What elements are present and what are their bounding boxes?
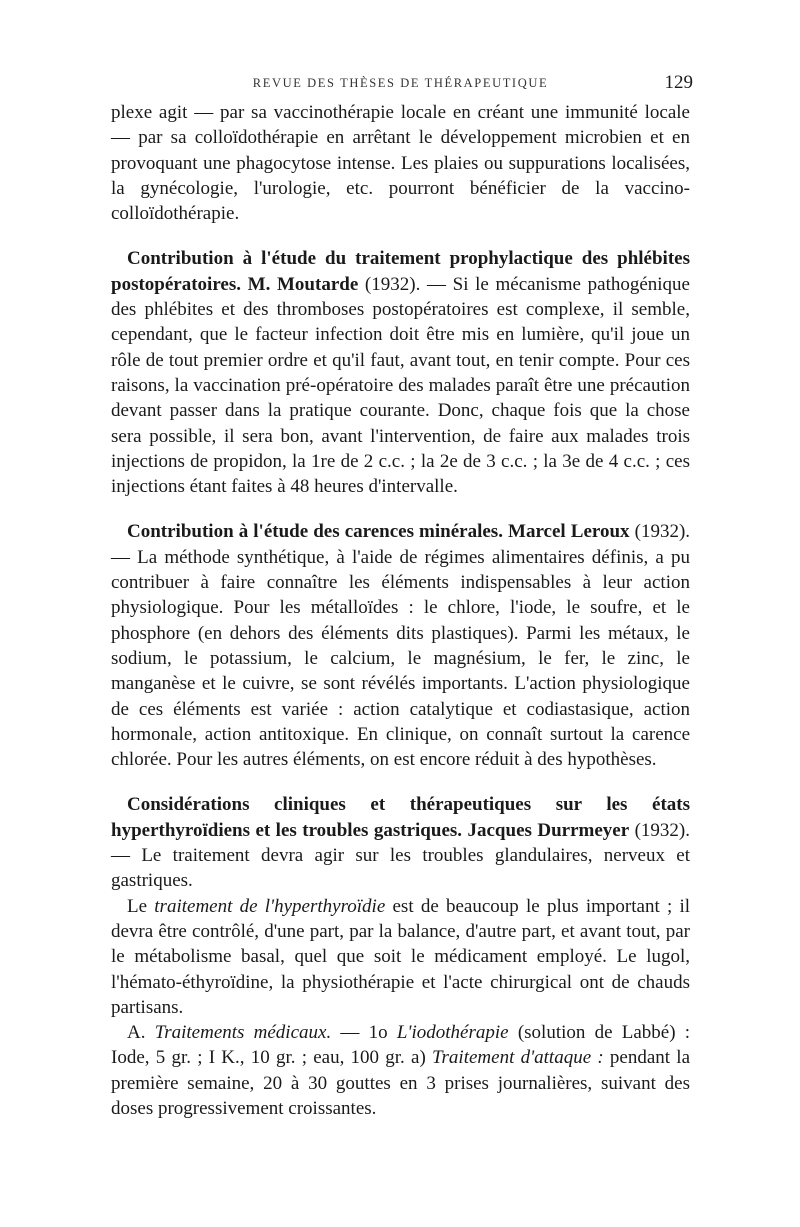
- italic-term: Traitement d'attaque :: [432, 1047, 604, 1069]
- page-header: [111, 72, 693, 100]
- intro-paragraph: plexe agit — par sa vaccinothérapie locale en créant une immunité locale — par sa colloïdothérapie en arrêtant le développement microbien et en provoquant une phagocytose intense. Les plaies ou suppurations localisées, la gynécologie, l'urologie, etc. pourront bénéficier de la vaccino-colloïdothérapie.: [111, 102, 690, 225]
- section-year: (1932).: [364, 273, 421, 295]
- text-run: pendant la première semaine, 20 à 30 gouttes en 3 prises journalières, suivant des doses progressivement croissantes.: [111, 1047, 691, 1119]
- section-author: M. Moutarde: [247, 273, 359, 295]
- section-year: (1932).: [634, 521, 691, 543]
- section-author: Marcel Leroux: [508, 521, 630, 543]
- paragraph-traitement-hyperthyroidie: [111, 894, 690, 1020]
- running-title: REVUE DES THÈSES DE THÉRAPEUTIQUE: [252, 76, 549, 90]
- paragraph-traitements-medicaux: [111, 1020, 690, 1121]
- section-carences: [111, 519, 690, 772]
- text-run: — 1o: [340, 1022, 388, 1044]
- italic-term: traitement de l'hyperthyroïdie: [154, 895, 386, 917]
- page-number: 129: [664, 72, 693, 93]
- italic-term: Traitements médicaux.: [154, 1022, 332, 1044]
- section-phlebites: [111, 246, 690, 499]
- section-body: — La méthode synthétique, à l'aide de régimes alimentaires définis, a pu contribuer à faire connaître les éléments indispensables à leur action physiologique. Pour les métalloïdes : le chlore, l'iode, le soufre, et le phosphore (en dehors des éléments dits plastiques). Parmi les métaux, le sodium, le potassium, le calcium, le magnésium, le fer, le zinc, le manganèse et le cuivre, se sont révélés importants. L'action physiologique de ces éléments est variée : action catalytique et codiastasique, action hormonale, action antitoxique. En clinique, on connaît surtout la carence chlorée. Pour les autres éléments, on est encore réduit à des hypothèses.: [111, 546, 690, 771]
- section-year: (1932).: [634, 819, 691, 841]
- text-run: est de beaucoup le plus important ; il devra être contrôlé, d'une part, par la balance, d'autre part, et avant tout, par le métabolisme basal, quel que soit le médicament employé. Le lugol, l'hémato-éthyroïdine, la physiothérapie et l'acte chirurgical ont de chauds partisans.: [111, 895, 691, 1018]
- text-run: A.: [127, 1022, 146, 1044]
- section-body: — Si le mécanisme pathogénique des phlébites et des thromboses postopératoires est complexe, il semble, cependant, que le facteur infection doit être mis en lumière, qu'il joue un rôle de tout premier ordre et qu'il faut, avant tout, en tenir compte. Pour ces raisons, la vaccination pré-opératoire des malades paraît être une précaution devant passer dans la pratique courante. Donc, chaque fois que la chose sera possible, il sera bon, avant l'intervention, de faire aux malades trois injections de propidon, la 1re de 2 c.c. ; la 2e de 3 c.c. ; la 3e de 4 c.c. ; ces injections étant faites à 48 heures d'intervalle.: [111, 273, 690, 498]
- section-heading: Considérations cliniques et thérapeutiques sur les états hyperthyroïdiens et les troubles gastriques.: [111, 794, 690, 841]
- italic-term: L'iodothérapie: [396, 1022, 509, 1044]
- section-hyperthyroidie: [111, 792, 690, 893]
- section-body: — Le traitement devra agir sur les troubles glandulaires, nerveux et gastriques.: [111, 845, 690, 892]
- text-run: (solution de Labbé) : Iode, 5 gr. ; I K., 10 gr. ; eau, 100 gr. a): [111, 1022, 691, 1069]
- section-heading: Contribution à l'étude des carences minérales.: [127, 521, 503, 543]
- section-author: Jacques Durrmeyer: [467, 819, 630, 841]
- section-heading: Contribution à l'étude du traitement prophylactique des phlébites postopératoires.: [111, 248, 690, 295]
- text-run: Le: [127, 895, 148, 917]
